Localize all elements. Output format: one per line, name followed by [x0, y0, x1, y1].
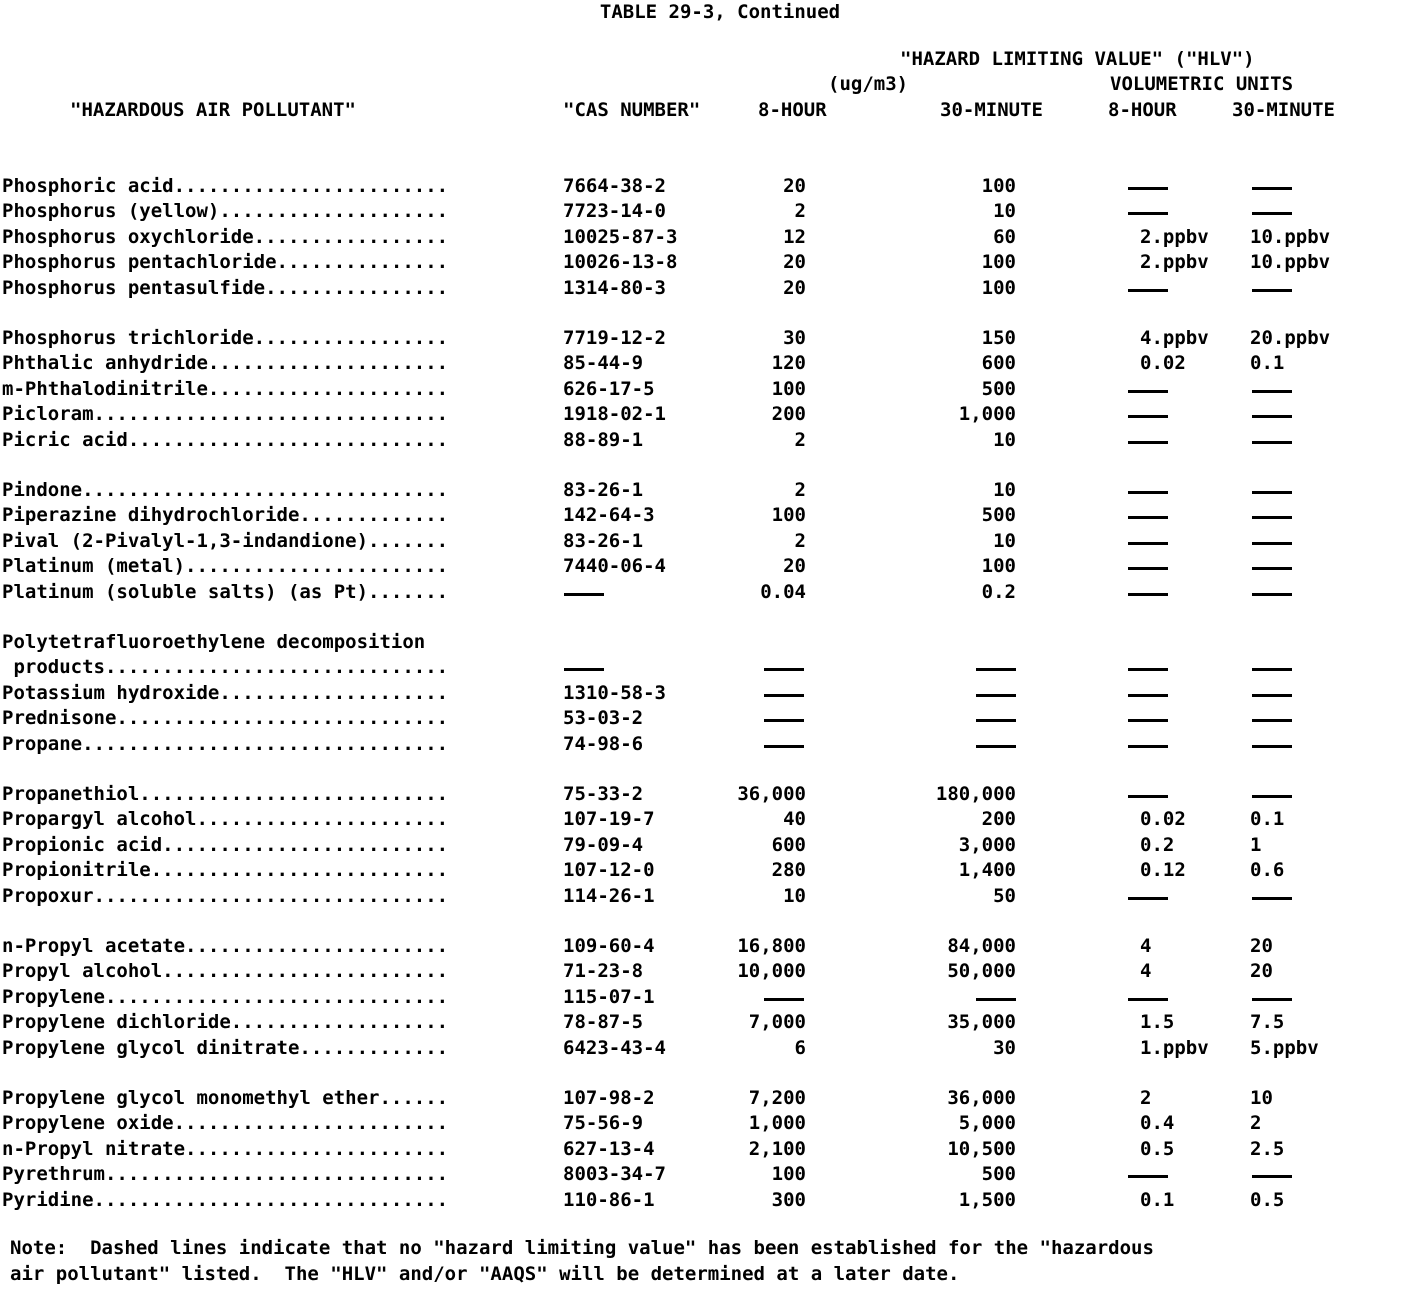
pollutant-name: Platinum (metal).......................	[2, 555, 449, 578]
vol-30min: 0.1	[1250, 352, 1285, 375]
hlv-8hour: 2,100	[748, 1137, 806, 1160]
hlv-8hour: 30	[783, 327, 806, 349]
pollutant-name: Piperazine dihydrochloride.............	[2, 504, 449, 527]
pollutant-name: Propane................................	[2, 732, 449, 755]
pollutant-name: Phosphorus trichloride.................	[2, 327, 449, 349]
hlv-8hour: 20	[783, 276, 806, 299]
hlv-8hour: 0.04	[760, 580, 806, 603]
cas-number: 8003-34-7	[563, 1163, 666, 1186]
dash-mark	[1252, 491, 1292, 494]
vol-eight-hour-header: 8-HOUR	[1108, 99, 1177, 121]
hlv-header: "HAZARD LIMITING VALUE" ("HLV")	[900, 48, 1255, 70]
hlv-8hour: 100	[771, 377, 806, 400]
vol-8hour: 4.ppbv	[1140, 327, 1209, 349]
vol-30min: 20	[1250, 935, 1273, 957]
cas-number: 71-23-8	[563, 960, 644, 983]
vol-30min: 2.5	[1250, 1137, 1285, 1160]
hlv-30min: 100	[981, 276, 1016, 299]
hlv-30min: 35,000	[947, 1011, 1016, 1034]
cas-number: 7719-12-2	[563, 327, 666, 349]
hlv-30min: 10	[993, 479, 1016, 501]
vol-30min: 0.6	[1250, 859, 1285, 882]
hlv-30min: 500	[981, 504, 1016, 527]
pollutant-name: Phosphorus (yellow)....................	[2, 200, 449, 223]
cas-number: 83-26-1	[563, 529, 644, 552]
hlv-30min: 500	[981, 377, 1016, 400]
dash-mark	[1252, 745, 1292, 748]
cas-number: 74-98-6	[563, 732, 644, 755]
vol-30min: 20.ppbv	[1250, 327, 1331, 349]
vol-30min: 20	[1250, 960, 1273, 983]
hlv-8hour: 10	[783, 884, 806, 907]
pollutant-name: Propylene glycol monomethyl ether......	[2, 1087, 449, 1109]
dash-mark	[1128, 567, 1168, 570]
dash-mark	[1252, 795, 1292, 798]
pollutant-name: Potassium hydroxide....................	[2, 681, 449, 704]
hlv-8hour: 100	[771, 1163, 806, 1186]
pollutant-name: Phosphoric acid........................	[2, 175, 449, 197]
dash-mark	[1252, 694, 1292, 697]
note-line-2: air pollutant" listed. The "HLV" and/or "AAQS" will be determined at a later date.	[10, 1263, 960, 1285]
ugm3-header: (ug/m3)	[828, 73, 909, 95]
pollutant-name: Pyridine...............................	[2, 1188, 449, 1211]
volumetric-header: VOLUMETRIC UNITS	[1110, 73, 1294, 95]
hlv-30min: 84,000	[947, 935, 1016, 957]
hlv-8hour: 120	[771, 352, 806, 375]
vol-30min: 5.ppbv	[1250, 1036, 1319, 1059]
vol-8hour: 2.ppbv	[1140, 225, 1209, 248]
pollutant-name: Phthalic anhydride.....................	[2, 352, 449, 375]
dash-mark	[1128, 289, 1168, 292]
hlv-30min: 30	[993, 1036, 1016, 1059]
pollutant-name: n-Propyl nitrate.......................	[2, 1137, 449, 1160]
hlv-8hour: 100	[771, 504, 806, 527]
hlv-30min: 150	[981, 327, 1016, 349]
hlv-30min: 10	[993, 428, 1016, 451]
vol-8hour: 0.02	[1140, 352, 1186, 375]
dash-mark	[1128, 745, 1168, 748]
dash-mark	[1252, 390, 1292, 393]
hlv-8hour: 10,000	[737, 960, 806, 983]
pollutant-name: Propoxur...............................	[2, 884, 449, 907]
hlv-8hour: 2	[794, 479, 806, 501]
cas-number: 109-60-4	[563, 935, 655, 957]
dash-mark	[1128, 694, 1168, 697]
dash-mark	[764, 998, 804, 1001]
dash-mark	[976, 998, 1016, 1001]
hlv-8hour: 36,000	[737, 783, 806, 805]
pollutant-name: Pyrethrum..............................	[2, 1163, 449, 1186]
hlv-30min: 1,500	[958, 1188, 1016, 1211]
vol-8hour: 4	[1140, 960, 1152, 983]
pollutant-name: Propionic acid.........................	[2, 833, 449, 856]
vol-thirty-minute-header: 30-MINUTE	[1232, 99, 1335, 121]
dash-mark	[1252, 998, 1292, 1001]
vol-30min: 0.1	[1250, 808, 1285, 831]
hlv-30min: 100	[981, 175, 1016, 197]
dash-mark	[1252, 719, 1292, 722]
pollutant-name: Propylene dichloride...................	[2, 1011, 449, 1034]
hlv-30min: 5,000	[958, 1112, 1016, 1135]
hlv-8hour: 7,000	[748, 1011, 806, 1034]
cas-number: 110-86-1	[563, 1188, 655, 1211]
pollutant-name: m-Phthalodinitrile.....................	[2, 377, 449, 400]
hlv-30min: 50	[993, 884, 1016, 907]
dash-mark	[764, 745, 804, 748]
cas-number: 142-64-3	[563, 504, 655, 527]
hlv-8hour: 16,800	[737, 935, 806, 957]
pollutant-name: Prednisone.............................	[2, 707, 449, 730]
hlv-8hour: 280	[771, 859, 806, 882]
pollutant-name: Phosphorus pentachloride...............	[2, 251, 449, 274]
pollutant-name: Platinum (soluble salts) (as Pt).......	[2, 580, 449, 603]
vol-30min: 10	[1250, 1087, 1273, 1109]
dash-mark	[1128, 441, 1168, 444]
pollutant-name: Phosphorus oxychloride.................	[2, 225, 449, 248]
dash-mark	[1252, 567, 1292, 570]
cas-number: 75-56-9	[563, 1112, 644, 1135]
dash-mark	[1252, 668, 1292, 671]
hlv-8hour: 2	[794, 529, 806, 552]
cas-header: "CAS NUMBER"	[563, 99, 701, 121]
pollutant-name: Propylene glycol dinitrate.............	[2, 1036, 449, 1059]
dash-mark	[1128, 491, 1168, 494]
dash-mark	[976, 668, 1016, 671]
hlv-30min: 50,000	[947, 960, 1016, 983]
pollutant-header: "HAZARDOUS AIR POLLUTANT"	[70, 99, 356, 121]
dash-mark	[1252, 516, 1292, 519]
pollutant-name: Propylene..............................	[2, 985, 449, 1008]
vol-8hour: 0.12	[1140, 859, 1186, 882]
vol-30min: 0.5	[1250, 1188, 1285, 1211]
cas-number: 79-09-4	[563, 833, 644, 856]
hlv-8hour: 600	[771, 833, 806, 856]
cas-number: 6423-43-4	[563, 1036, 666, 1059]
cas-number: 88-89-1	[563, 428, 644, 451]
pollutant-name: Propyl alcohol.........................	[2, 960, 449, 983]
pollutant-name: Propylene oxide........................	[2, 1112, 449, 1135]
dash-mark	[976, 745, 1016, 748]
cas-number: 75-33-2	[563, 783, 644, 805]
dash-mark	[976, 719, 1016, 722]
cas-number: 7440-06-4	[563, 555, 666, 578]
dash-mark	[1128, 795, 1168, 798]
vol-30min: 7.5	[1250, 1011, 1285, 1034]
cas-number: 10026-13-8	[563, 251, 678, 274]
hlv-8hour: 200	[771, 403, 806, 426]
dash-mark	[564, 593, 604, 596]
cas-number: 7664-38-2	[563, 175, 666, 197]
hlv-8hour: 20	[783, 175, 806, 197]
vol-8hour: 1.5	[1140, 1011, 1175, 1034]
cas-number: 7723-14-0	[563, 200, 666, 223]
dash-mark	[1252, 415, 1292, 418]
dash-mark	[1252, 542, 1292, 545]
thirty-minute-header: 30-MINUTE	[940, 99, 1043, 121]
cas-number: 107-19-7	[563, 808, 655, 831]
dash-mark	[1252, 187, 1292, 190]
hlv-8hour: 1,000	[748, 1112, 806, 1135]
dash-mark	[1128, 897, 1168, 900]
cas-number: 1918-02-1	[563, 403, 666, 426]
dash-mark	[1128, 415, 1168, 418]
table-title: TABLE 29-3, Continued	[599, 1, 841, 23]
dash-mark	[764, 694, 804, 697]
cas-number: 107-98-2	[563, 1087, 655, 1109]
vol-8hour: 2	[1140, 1087, 1152, 1109]
vol-30min: 2	[1250, 1112, 1262, 1135]
vol-8hour: 0.4	[1140, 1112, 1175, 1135]
dash-mark	[1252, 441, 1292, 444]
dash-mark	[1128, 187, 1168, 190]
dash-mark	[764, 668, 804, 671]
pollutant-name: Propargyl alcohol......................	[2, 808, 449, 831]
hlv-30min: 10	[993, 529, 1016, 552]
dash-mark	[1252, 897, 1292, 900]
vol-8hour: 0.02	[1140, 808, 1186, 831]
dash-mark	[564, 668, 604, 671]
hlv-8hour: 20	[783, 555, 806, 578]
hlv-8hour: 20	[783, 251, 806, 274]
vol-30min: 10.ppbv	[1250, 251, 1331, 274]
dash-mark	[1252, 1175, 1292, 1178]
pollutant-name: Pindone................................	[2, 479, 449, 501]
vol-30min: 10.ppbv	[1250, 225, 1331, 248]
dash-mark	[1252, 212, 1292, 215]
pollutant-name: products..............................	[2, 656, 449, 679]
hlv-30min: 10,500	[947, 1137, 1016, 1160]
pollutant-name: n-Propyl acetate.......................	[2, 935, 449, 957]
cas-number: 626-17-5	[563, 377, 655, 400]
cas-number: 78-87-5	[563, 1011, 644, 1034]
hlv-30min: 10	[993, 200, 1016, 223]
pollutant-name: Pival (2-Pivalyl-1,3-indandione).......	[2, 529, 449, 552]
dash-mark	[1128, 390, 1168, 393]
hlv-30min: 0.2	[981, 580, 1016, 603]
note-line-1: Note: Dashed lines indicate that no "hazard limiting value" has been established for the "hazardous	[10, 1237, 1154, 1259]
hlv-8hour: 2	[794, 428, 806, 451]
vol-8hour: 1.ppbv	[1140, 1036, 1209, 1059]
vol-8hour: 0.1	[1140, 1188, 1175, 1211]
vol-30min: 1	[1250, 833, 1262, 856]
hlv-30min: 100	[981, 555, 1016, 578]
hlv-30min: 600	[981, 352, 1016, 375]
vol-8hour: 4	[1140, 935, 1152, 957]
hlv-30min: 1,400	[958, 859, 1016, 882]
cas-number: 115-07-1	[563, 985, 655, 1008]
cas-number: 1314-80-3	[563, 276, 666, 299]
hlv-8hour: 12	[783, 225, 806, 248]
hlv-8hour: 7,200	[748, 1087, 806, 1109]
cas-number: 83-26-1	[563, 479, 644, 501]
hlv-8hour: 40	[783, 808, 806, 831]
cas-number: 627-13-4	[563, 1137, 655, 1160]
hlv-30min: 1,000	[958, 403, 1016, 426]
dash-mark	[1128, 1175, 1168, 1178]
dash-mark	[1128, 212, 1168, 215]
pollutant-name: Phosphorus pentasulfide................	[2, 276, 449, 299]
hlv-30min: 60	[993, 225, 1016, 248]
dash-mark	[1128, 593, 1168, 596]
pollutant-name: Picloram...............................	[2, 403, 449, 426]
pollutant-name: Polytetrafluoroethylene decomposition	[2, 631, 426, 653]
cas-number: 10025-87-3	[563, 225, 678, 248]
hlv-30min: 100	[981, 251, 1016, 274]
dash-mark	[1252, 289, 1292, 292]
dash-mark	[976, 694, 1016, 697]
eight-hour-header: 8-HOUR	[758, 99, 827, 121]
dash-mark	[1128, 516, 1168, 519]
cas-number: 107-12-0	[563, 859, 655, 882]
cas-number: 53-03-2	[563, 707, 644, 730]
dash-mark	[1128, 542, 1168, 545]
hlv-8hour: 300	[771, 1188, 806, 1211]
dash-mark	[764, 719, 804, 722]
pollutant-name: Propionitrile..........................	[2, 859, 449, 882]
dash-mark	[1252, 593, 1292, 596]
cas-number: 85-44-9	[563, 352, 644, 375]
vol-8hour: 2.ppbv	[1140, 251, 1209, 274]
dash-mark	[1128, 719, 1168, 722]
hlv-30min: 200	[981, 808, 1016, 831]
hlv-30min: 36,000	[947, 1087, 1016, 1109]
hlv-8hour: 6	[794, 1036, 806, 1059]
vol-8hour: 0.2	[1140, 833, 1175, 856]
dash-mark	[1128, 998, 1168, 1001]
hlv-30min: 500	[981, 1163, 1016, 1186]
cas-number: 114-26-1	[563, 884, 655, 907]
pollutant-name: Picric acid............................	[2, 428, 449, 451]
pollutant-name: Propanethiol...........................	[2, 783, 449, 805]
hlv-8hour: 2	[794, 200, 806, 223]
vol-8hour: 0.5	[1140, 1137, 1175, 1160]
hlv-30min: 3,000	[958, 833, 1016, 856]
dash-mark	[1128, 668, 1168, 671]
cas-number: 1310-58-3	[563, 681, 666, 704]
hlv-30min: 180,000	[935, 783, 1016, 805]
